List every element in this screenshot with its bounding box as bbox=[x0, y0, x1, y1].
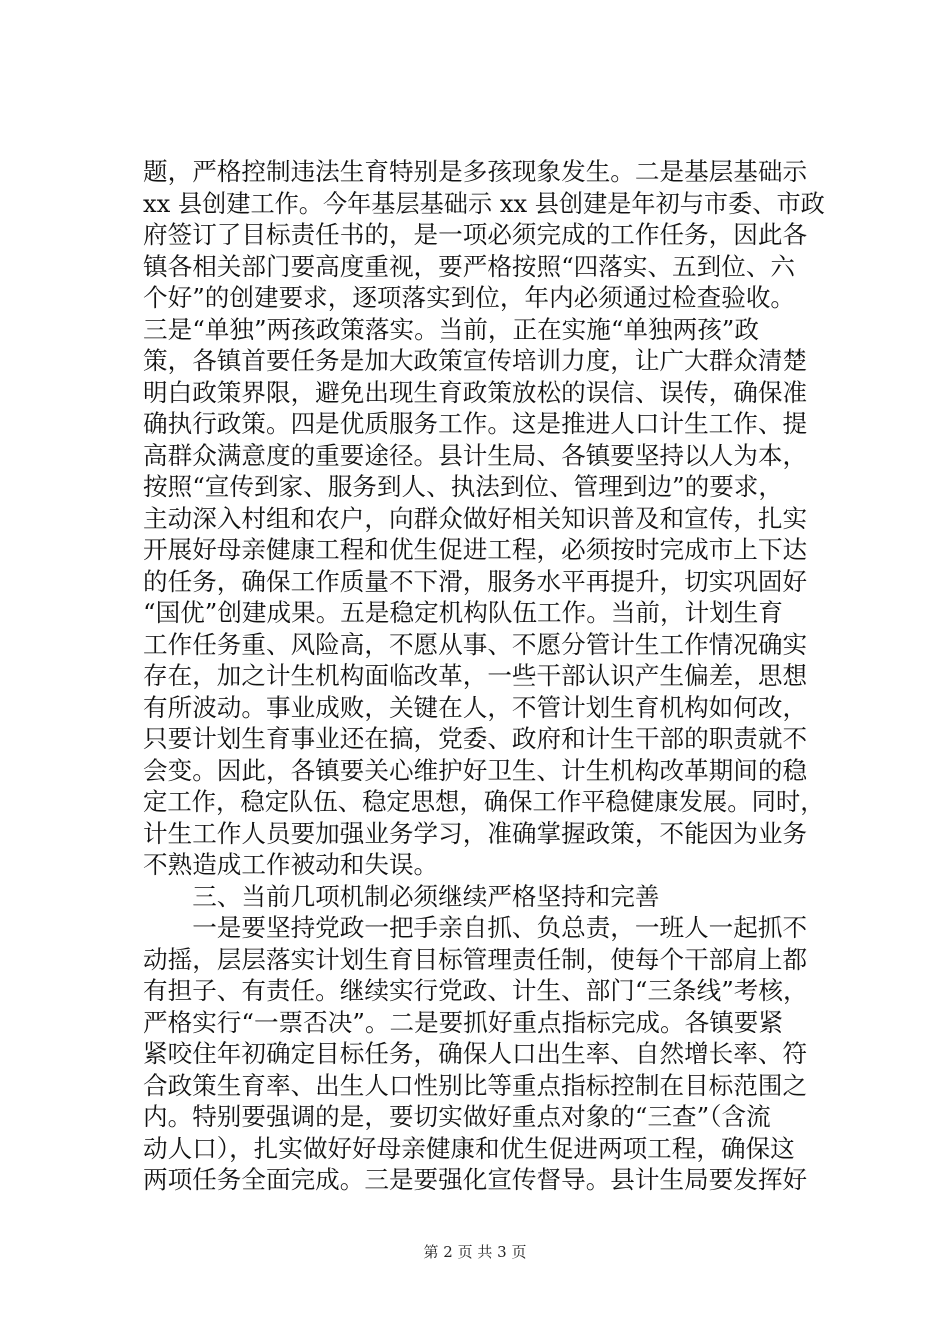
text-line: 计生工作人员要加强业务学习，准确掌握政策，不能因为业务 bbox=[143, 818, 808, 848]
text-line: 镇各相关部门要高度重视，要严格按照“四落实、五到位、六 bbox=[143, 251, 796, 281]
text-line: 会变。因此，各镇要关心维护好卫生、计生机构改革期间的稳 bbox=[143, 755, 808, 785]
text-line: 题，严格控制违法生育特别是多孩现象发生。二是基层基础示 bbox=[143, 157, 808, 186]
text-line: 明白政策界限，避免出现生育政策放松的误信、误传，确保准 bbox=[143, 377, 808, 407]
text-line: 动摇，层层落实计划生育目标管理责任制，使每个干部肩上都 bbox=[143, 944, 808, 974]
text-line: 策，各镇首要任务是加大政策宣传培训力度，让广大群众清楚 bbox=[143, 346, 808, 375]
text-line: 确执行政策。四是优质服务工作。这是推进人口计生工作、提 bbox=[143, 409, 808, 438]
text-line: 只要计划生育事业还在搞，党委、政府和计生干部的职责就不 bbox=[143, 724, 808, 753]
text-line: xx 县创建工作。今年基层基础示 xx 县创建是年初与市委、市政 bbox=[143, 188, 825, 218]
text-line: 的任务，确保工作质量不下滑，服务水平再提升，切实巩固好 bbox=[143, 566, 808, 596]
text-line: 紧咬住年初确定目标任务，确保人口出生率、自然增长率、符 bbox=[143, 1039, 808, 1068]
text-line: 合政策生育率、出生人口性别比等重点指标控制在目标范围之 bbox=[143, 1070, 808, 1100]
text-line: “国优”创建成果。五是稳定机构队伍工作。当前，计划生育 bbox=[143, 598, 783, 627]
text-line: 三是“单独”两孩政策落实。当前，正在实施“单独两孩”政 bbox=[143, 314, 759, 344]
text-line: 府签订了目标责任书的，是一项必须完成的工作任务，因此各 bbox=[143, 220, 808, 249]
text-line: 按照“宣传到家、服务到人、执法到位、管理到边”的要求， bbox=[143, 472, 783, 501]
text-line: 有所波动。事业成败，关键在人，不管计划生育机构如何改， bbox=[143, 692, 808, 722]
text-line: 严格实行“一票否决”。二是要抓好重点指标完成。各镇要紧 bbox=[143, 1007, 783, 1037]
text-line: 三、当前几项机制必须继续严格坚持和完善 bbox=[143, 881, 660, 911]
text-line: 有担子、有责任。继续实行党政、计生、部门“三条线”考核， bbox=[143, 976, 808, 1005]
text-line: 高群众满意度的重要途径。县计生局、各镇要坚持以人为本， bbox=[143, 440, 808, 470]
text-line: 存在，加之计生机构面临改革，一些干部认识产生偏差，思想 bbox=[143, 661, 808, 690]
text-line: 定工作，稳定队伍、稳定思想，确保工作平稳健康发展。同时， bbox=[143, 787, 825, 816]
text-line: 工作任务重、风险高，不愿从事、不愿分管计生工作情况确实 bbox=[143, 629, 808, 659]
text-line: 开展好母亲健康工程和优生促进工程，必须按时完成市上下达 bbox=[143, 535, 808, 564]
text-line: 主动深入村组和农户，向群众做好相关知识普及和宣传，扎实 bbox=[143, 503, 808, 533]
text-line: 不熟造成工作被动和失误。 bbox=[143, 850, 439, 879]
page-number-footer: 第 2 页 共 3 页 bbox=[423, 1243, 527, 1261]
text-line: 个好”的创建要求，逐项落实到位，年内必须通过检查验收。 bbox=[143, 283, 796, 312]
text-line: 内。特别要强调的是，要切实做好重点对象的“三查”（含流 bbox=[143, 1102, 771, 1131]
text-line: 两项任务全面完成。三是要强化宣传督导。县计生局要发挥好 bbox=[143, 1165, 808, 1194]
text-line: 动人口），扎实做好好母亲健康和优生促进两项工程，确保这 bbox=[143, 1133, 795, 1163]
document-body bbox=[143, 156, 825, 1196]
text-line: 一是要坚持党政一把手亲自抓、负总责，一班人一起抓不 bbox=[143, 913, 808, 942]
